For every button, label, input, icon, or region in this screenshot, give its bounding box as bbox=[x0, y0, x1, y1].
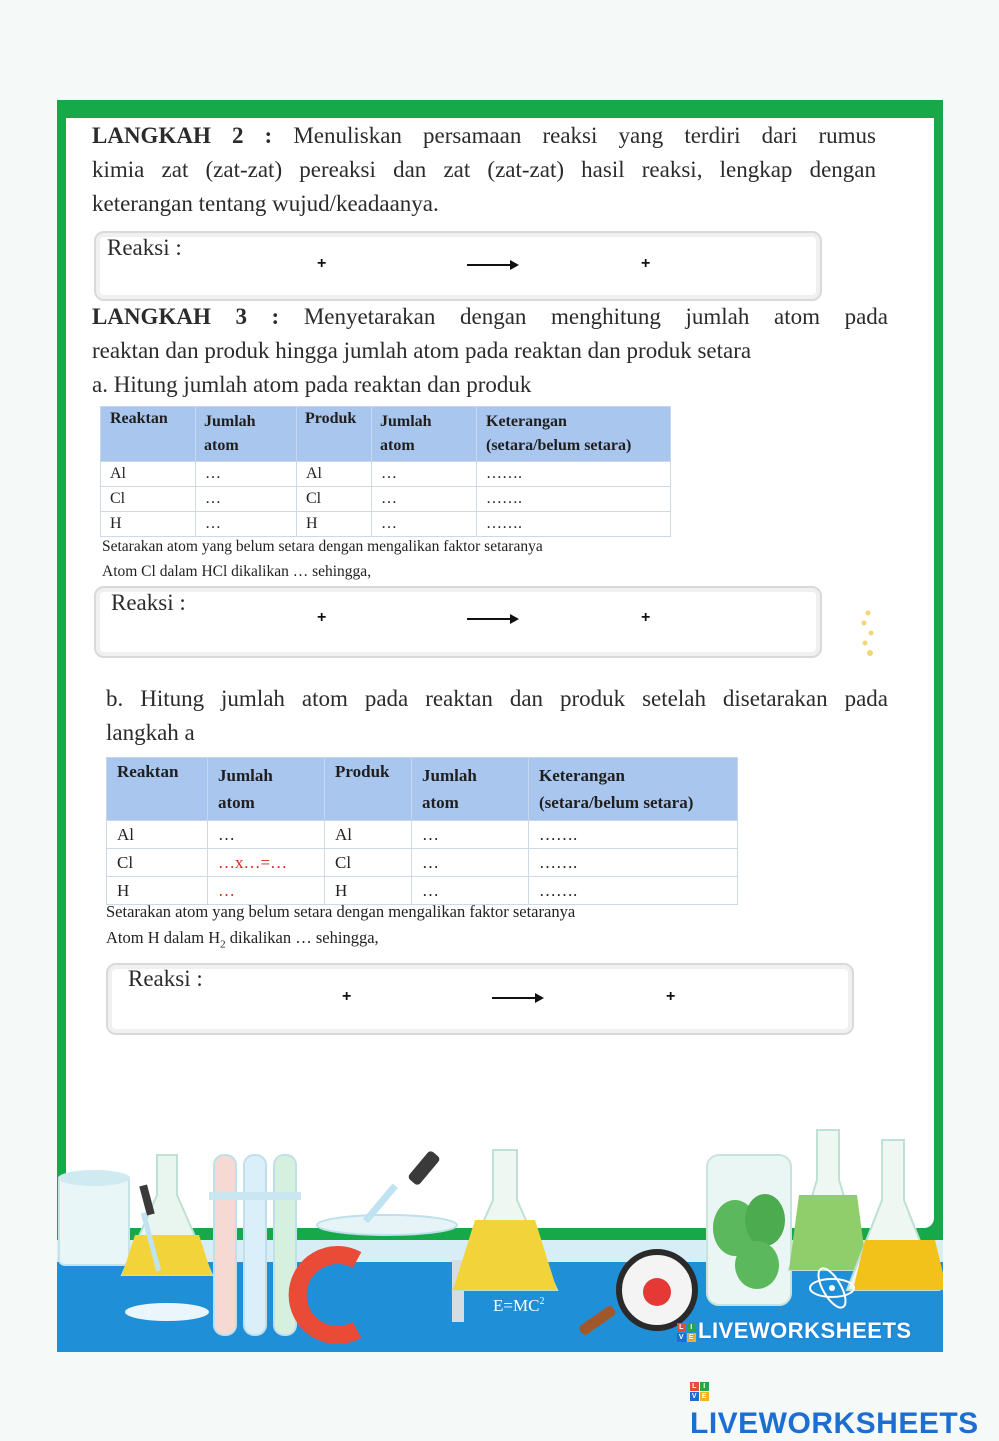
answer-cell[interactable]: ……. bbox=[477, 512, 671, 537]
step2-paragraph bbox=[92, 119, 876, 221]
col-jumlah-atom: Jumlah atom bbox=[196, 407, 297, 462]
answer-cell[interactable]: …x…=… bbox=[208, 849, 325, 877]
liveworksheets-icon: L I V E bbox=[691, 1382, 708, 1400]
table-row: Cl …x…=… Cl … ……. bbox=[107, 849, 738, 877]
step3-heading: LANGKAH 3 : bbox=[92, 304, 280, 329]
plus-sign: + bbox=[317, 609, 327, 626]
col-jumlah-atom: Jumlah atom bbox=[372, 407, 477, 462]
lab-illustration bbox=[57, 1100, 943, 1352]
table-a-note-2: Atom Cl dalam HCl dikalikan … sehingga, bbox=[102, 563, 372, 580]
step3-line1: Menyetarakan dengan menghitung jumlah atom pada bbox=[303, 304, 888, 329]
answer-cell[interactable]: ……. bbox=[529, 821, 738, 849]
reaction-arrow bbox=[467, 264, 517, 266]
col-jumlah-atom: Jumlah atom bbox=[208, 758, 325, 821]
table-row: Al … Al … ……. bbox=[101, 462, 671, 487]
reaction-label-1: Reaksi : bbox=[107, 235, 182, 260]
atom-count-table-b bbox=[106, 757, 738, 905]
atom-count-table-a bbox=[100, 406, 671, 537]
table-a-note-1: Setarakan atom yang belum setara dengan mengalikan faktor setaranya bbox=[102, 538, 543, 555]
reaction-box-3[interactable] bbox=[106, 963, 854, 1035]
step3-sub-a: a. Hitung jumlah atom pada reaktan dan produk bbox=[92, 372, 532, 397]
answer-cell[interactable]: … bbox=[208, 821, 325, 849]
plus-sign: + bbox=[641, 609, 651, 626]
step2-line2: kimia zat (zat-zat) pereaksi dan zat (zat-zat) hasil reaksi, lengkap dengan bbox=[92, 157, 876, 182]
plus-sign: + bbox=[666, 988, 676, 1005]
table-b-note-2: Atom H dalam $H_2$ dikalikan … sehingga, bbox=[106, 928, 379, 951]
col-produk: Produk bbox=[297, 407, 372, 462]
table-row: Al … Al … ……. bbox=[107, 821, 738, 849]
answer-cell[interactable]: ……. bbox=[529, 877, 738, 905]
answer-cell[interactable]: … bbox=[372, 512, 477, 537]
answer-cell[interactable]: … bbox=[412, 877, 529, 905]
formula-text: $E=MC^2$ bbox=[493, 1296, 545, 1315]
table-row: H … H … ……. bbox=[107, 877, 738, 905]
reaction-arrow bbox=[492, 997, 542, 999]
answer-cell[interactable]: … bbox=[208, 877, 325, 905]
answer-cell[interactable]: … bbox=[372, 487, 477, 512]
section-b-line2: langkah a bbox=[106, 720, 195, 745]
section-b-paragraph bbox=[106, 682, 888, 750]
liveworksheets-logo[interactable]: L I V E LIVEWORKSHEETS bbox=[690, 1382, 979, 1440]
table-row: Cl … Cl … ……. bbox=[101, 487, 671, 512]
col-reaktan: Reaktan bbox=[107, 758, 208, 821]
table-b-note-1: Setarakan atom yang belum setara dengan mengalikan faktor setaranya bbox=[106, 902, 576, 921]
plus-sign: + bbox=[641, 255, 651, 272]
lab-equipment-icon bbox=[57, 1100, 943, 1352]
plus-sign: + bbox=[342, 988, 352, 1005]
answer-cell[interactable]: … bbox=[196, 462, 297, 487]
col-produk: Produk bbox=[325, 758, 412, 821]
plus-sign: + bbox=[317, 255, 327, 272]
reaction-label-2: Reaksi : bbox=[111, 590, 186, 615]
reaction-box-1[interactable] bbox=[94, 231, 822, 301]
answer-cell[interactable]: … bbox=[196, 512, 297, 537]
step2-line1: Menuliskan persamaan reaksi yang terdiri dari rumus bbox=[293, 123, 876, 148]
step3-paragraph bbox=[92, 300, 888, 402]
answer-cell[interactable]: ……. bbox=[529, 849, 738, 877]
col-keterangan: Keterangan (setara/belum setara) bbox=[529, 758, 738, 821]
sparkle-icon bbox=[855, 607, 881, 663]
col-jumlah-atom: Jumlah atom bbox=[412, 758, 529, 821]
section-b-line1: b. Hitung jumlah atom pada reaktan dan produk setelah disetarakan pada bbox=[106, 686, 888, 711]
step2-heading: LANGKAH 2 : bbox=[92, 123, 273, 148]
step3-line2: reaktan dan produk hingga jumlah atom pada reaktan dan produk setara bbox=[92, 338, 752, 363]
liveworksheets-icon: L I V E bbox=[678, 1323, 695, 1341]
reaction-box-2[interactable] bbox=[94, 586, 822, 658]
answer-cell[interactable]: ……. bbox=[477, 487, 671, 512]
answer-cell[interactable]: … bbox=[412, 821, 529, 849]
answer-cell[interactable]: … bbox=[372, 462, 477, 487]
liveworksheets-logo-inner: L I V E LIVEWORKSHEETS bbox=[678, 1318, 912, 1343]
step2-line3: keterangan tentang wujud/keadaanya. bbox=[92, 191, 439, 216]
table-row: H … H … ……. bbox=[101, 512, 671, 537]
col-reaktan: Reaktan bbox=[101, 407, 196, 462]
reaction-label-3: Reaksi : bbox=[128, 966, 203, 991]
reaction-arrow bbox=[467, 618, 517, 620]
answer-cell[interactable]: … bbox=[196, 487, 297, 512]
col-keterangan: Keterangan (setara/belum setara) bbox=[477, 407, 671, 462]
answer-cell[interactable]: … bbox=[412, 849, 529, 877]
answer-cell[interactable]: ……. bbox=[477, 462, 671, 487]
